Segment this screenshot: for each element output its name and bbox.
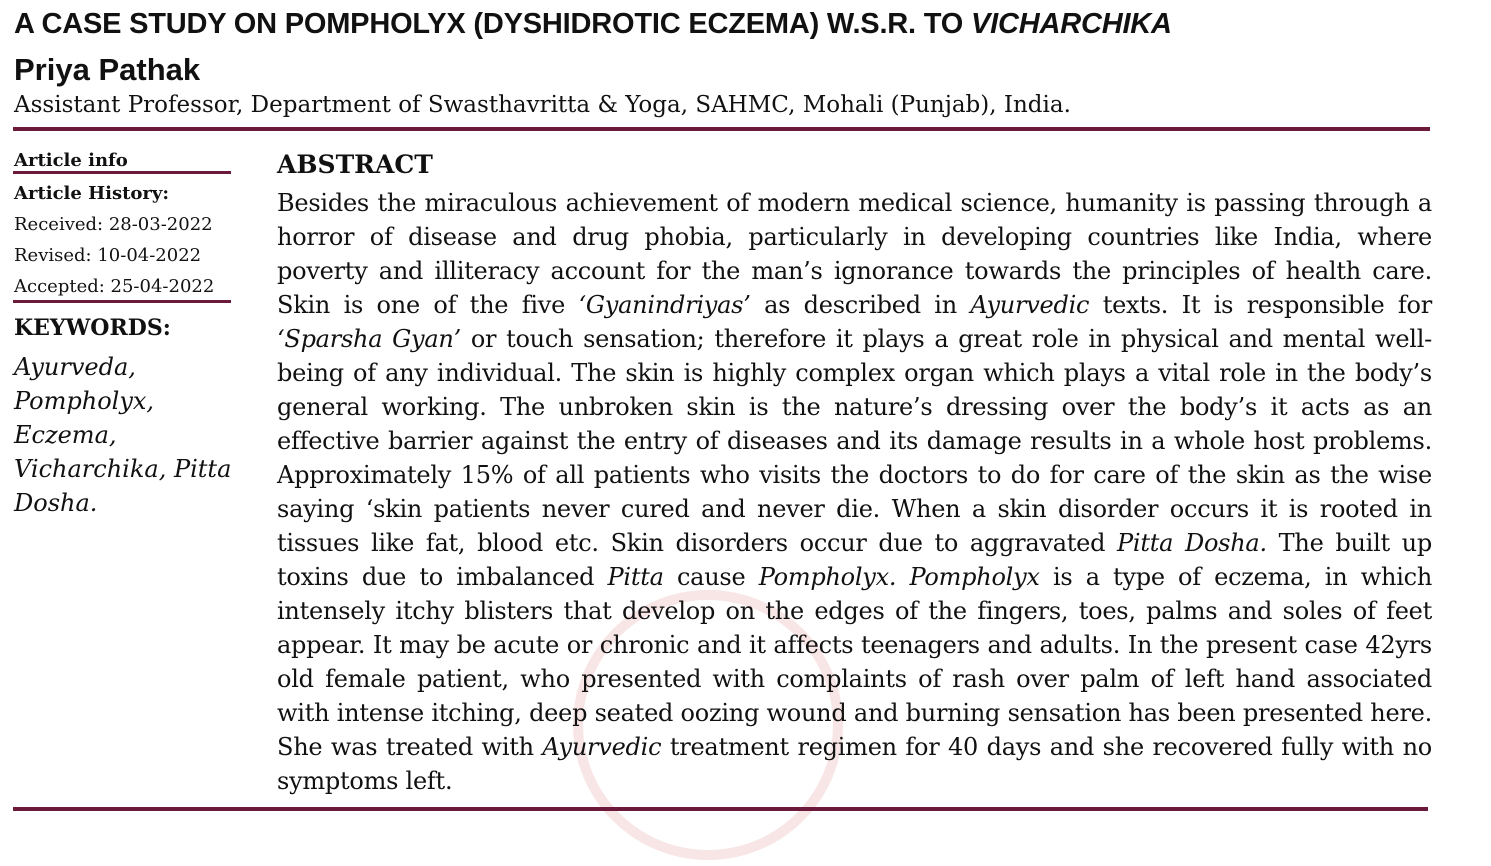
author-affiliation: Assistant Professor, Department of Swasthavritta & Yoga, SAHMC, Mohali (Punjab), India. — [14, 92, 1071, 118]
abstract-heading: ABSTRACT — [277, 150, 433, 179]
paper-title — [14, 8, 1172, 41]
received-date: Received: 28-03-2022 — [14, 214, 213, 235]
revised-date: Revised: 10-04-2022 — [14, 245, 202, 266]
footer-divider — [13, 807, 1428, 811]
keywords-heading: KEYWORDS: — [14, 315, 171, 341]
title-italic-text: VICHARCHIKA — [970, 8, 1172, 40]
sidebar-divider-bottom — [13, 300, 231, 303]
article-history-heading: Article History: — [14, 183, 170, 204]
article-info-heading: Article info — [14, 150, 128, 171]
sidebar-divider-top — [13, 171, 231, 174]
header-divider — [13, 127, 1430, 131]
abstract-text: Besides the miraculous achievement of modern medical science, humanity is passing through a horror of disease and drug phobia, particularly in developing countries like India, where poverty and illiteracy account for the man’s ignorance towards the principles of health care. Skin is one of the five ‘Gyanindriyas’ as described in Ayurvedic texts. It is responsible for ‘Sparsha Gyan’ or touch sensation; therefore it plays a great role in physical and mental well-being of any individual. The skin is highly complex organ which plays a vital role in the body’s general working. The unbroken skin is the nature’s dressing over the body’s it acts as an effective barrier against the entry of diseases and its damage results in a whole host problems. Approximately 15% of all patients who visits the doctors to do for care of the skin as the wise saying ‘skin patients never cured and never die. When a skin disorder occurs it is rooted in tissues like fat, blood etc. Skin disorders occur due to aggravated Pitta Dosha. The built up toxins due to imbalanced Pitta cause Pompholyx. Pompholyx is a type of eczema, in which intensely itchy blisters that develop on the edges of the fingers, toes, palms and soles of feet appear. It may be acute or chronic and it affects teenagers and adults. In the present case 42yrs old female patient, who presented with complaints of rash over palm of left hand associated with intense itching, deep seated oozing wound and burning sensation has been presented here. She was treated with Ayurvedic treatment regimen for 40 days and she recovered fully with no symptoms left. — [277, 189, 1433, 795]
accepted-date: Accepted: 25-04-2022 — [14, 276, 215, 297]
author-name: Priya Pathak — [14, 52, 201, 87]
keywords-list: Ayurveda, Pompholyx, Eczema, Vicharchika, Pitta Dosha. — [14, 353, 232, 517]
title-main-text: A CASE STUDY ON POMPHOLYX (DYSHIDROTIC ECZEMA) W.S.R. TO — [14, 8, 964, 40]
